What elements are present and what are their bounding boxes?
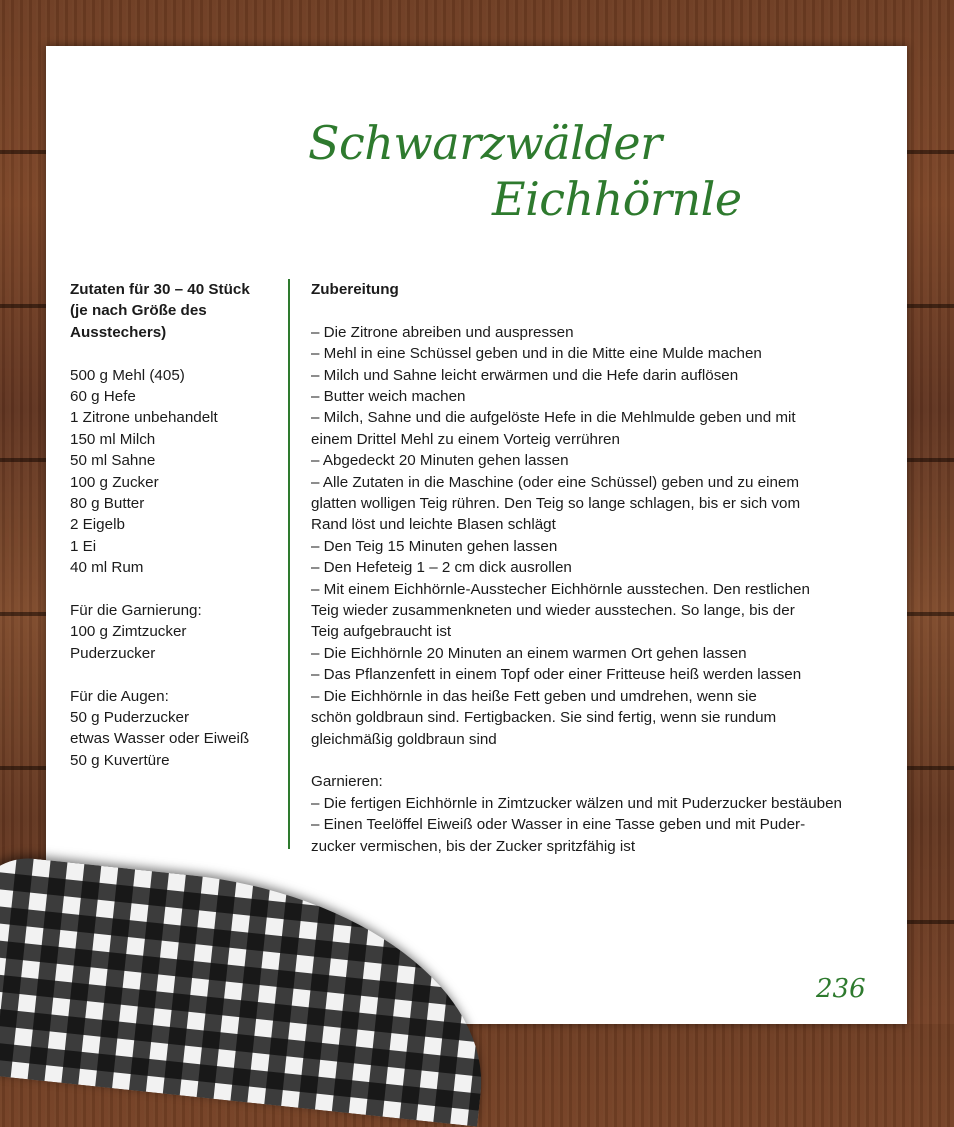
ingredient-item: 50 ml Sahne [70, 452, 156, 470]
ingredient-item: 1 Zitrone unbehandelt [70, 409, 218, 427]
step-line: – Einen Teelöffel Eiweiß oder Wasser in eine Tasse geben und mit Puder- [311, 816, 806, 834]
ingredient-list-main [70, 365, 280, 579]
ingredient-item: 500 g Mehl (405) [70, 366, 185, 384]
step-line: glatten wolligen Teig rühren. Den Teig so lange schlagen, bis er sich vom [311, 495, 801, 513]
ingredient-item: 40 ml Rum [70, 559, 144, 577]
step-item [311, 536, 891, 557]
step-item [311, 322, 891, 343]
step-line: Teig wieder zusammenkneten und wieder ausstechen. So lange, bis der [311, 602, 795, 620]
ingredient-item: 100 g Zucker [70, 473, 159, 491]
step-line: zucker vermischen, bis der Zucker spritzfähig ist [311, 837, 636, 855]
ingredient-item: Puderzucker [70, 644, 156, 662]
step-item [311, 386, 891, 407]
step-line: – Den Teig 15 Minuten gehen lassen [311, 537, 558, 555]
preparation-column [311, 279, 891, 857]
ingredients-heading-line: (je nach Größe des [70, 302, 207, 320]
step-item [311, 450, 891, 471]
step-line: – Die Zitrone abreiben und auspressen [311, 323, 574, 341]
step-line: – Die fertigen Eichhörnle in Zimtzucker wälzen und mit Puderzucker bestäuben [311, 794, 842, 812]
ingredient-item: 100 g Zimtzucker [70, 623, 187, 641]
step-item [311, 664, 891, 685]
garnish-step-item [311, 793, 891, 814]
step-line: gleichmäßig goldbraun sind [311, 730, 497, 748]
step-item [311, 686, 891, 750]
ingredients-heading-line: Ausstechers) [70, 323, 167, 341]
step-line: – Alle Zutaten in die Maschine (oder eine Schüssel) geben und zu einem [311, 473, 799, 491]
step-item [311, 557, 891, 578]
step-item [311, 343, 891, 364]
ingredient-item: etwas Wasser oder Eiweiß [70, 730, 250, 748]
step-line: – Milch und Sahne leicht erwärmen und die Hefe darin auflösen [311, 366, 739, 384]
step-item [311, 579, 891, 643]
ingredient-item: 50 g Puderzucker [70, 709, 190, 727]
preparation-steps [311, 322, 891, 750]
ingredient-item: 80 g Butter [70, 495, 145, 513]
step-line: – Die Eichhörnle 20 Minuten an einem warmen Ort gehen lassen [311, 644, 747, 662]
ingredients-heading-line: Zutaten für 30 – 40 Stück [70, 281, 250, 298]
step-line: – Die Eichhörnle in das heiße Fett geben und umdrehen, wenn sie [311, 687, 757, 705]
step-line: – Mit einem Eichhörnle-Ausstecher Eichhörnle ausstechen. Den restlichen [311, 580, 810, 598]
step-item [311, 365, 891, 386]
step-line: einem Drittel Mehl zu einem Vorteig verrühren [311, 430, 620, 448]
step-line: – Milch, Sahne und die aufgelöste Hefe in die Mehlmulde geben und mit [311, 409, 796, 427]
ingredient-item: 1 Ei [70, 537, 97, 555]
ingredient-item: 60 g Hefe [70, 388, 136, 406]
preparation-heading: Zubereitung [311, 281, 399, 298]
garnish-step-item [311, 814, 891, 857]
step-line: Rand löst und leichte Blasen schlägt [311, 516, 556, 534]
eyes-ingredients-heading: Für die Augen: [70, 687, 169, 705]
ingredient-item: 50 g Kuvertüre [70, 751, 170, 769]
page-number: 236 [816, 974, 866, 1004]
ingredients-column [70, 279, 280, 771]
ingredients-heading [70, 279, 280, 343]
garnish-ingredients-heading: Für die Garnierung: [70, 602, 202, 620]
step-line: – Mehl in eine Schüssel geben und in die Mitte eine Mulde machen [311, 345, 762, 363]
garnish-heading: Garnieren: [311, 773, 383, 791]
step-line: schön goldbraun sind. Fertigbacken. Sie sind fertig, wenn sie rundum [311, 709, 777, 727]
step-line: Teig aufgebraucht ist [311, 623, 452, 641]
ingredient-item: 150 ml Milch [70, 430, 156, 448]
column-divider [288, 279, 290, 849]
step-item [311, 407, 891, 450]
step-item [311, 472, 891, 536]
step-line: – Den Hefeteig 1 – 2 cm dick ausrollen [311, 559, 572, 577]
recipe-title-line1: Schwarzwälder [308, 116, 662, 170]
step-line: – Das Pflanzenfett in einem Topf oder einer Fritteuse heiß werden lassen [311, 666, 802, 684]
step-line: – Butter weich machen [311, 388, 466, 406]
ingredient-item: 2 Eigelb [70, 516, 125, 534]
step-item [311, 643, 891, 664]
recipe-title-line2: Eichhörnle [492, 172, 742, 226]
step-line: – Abgedeckt 20 Minuten gehen lassen [311, 452, 569, 470]
